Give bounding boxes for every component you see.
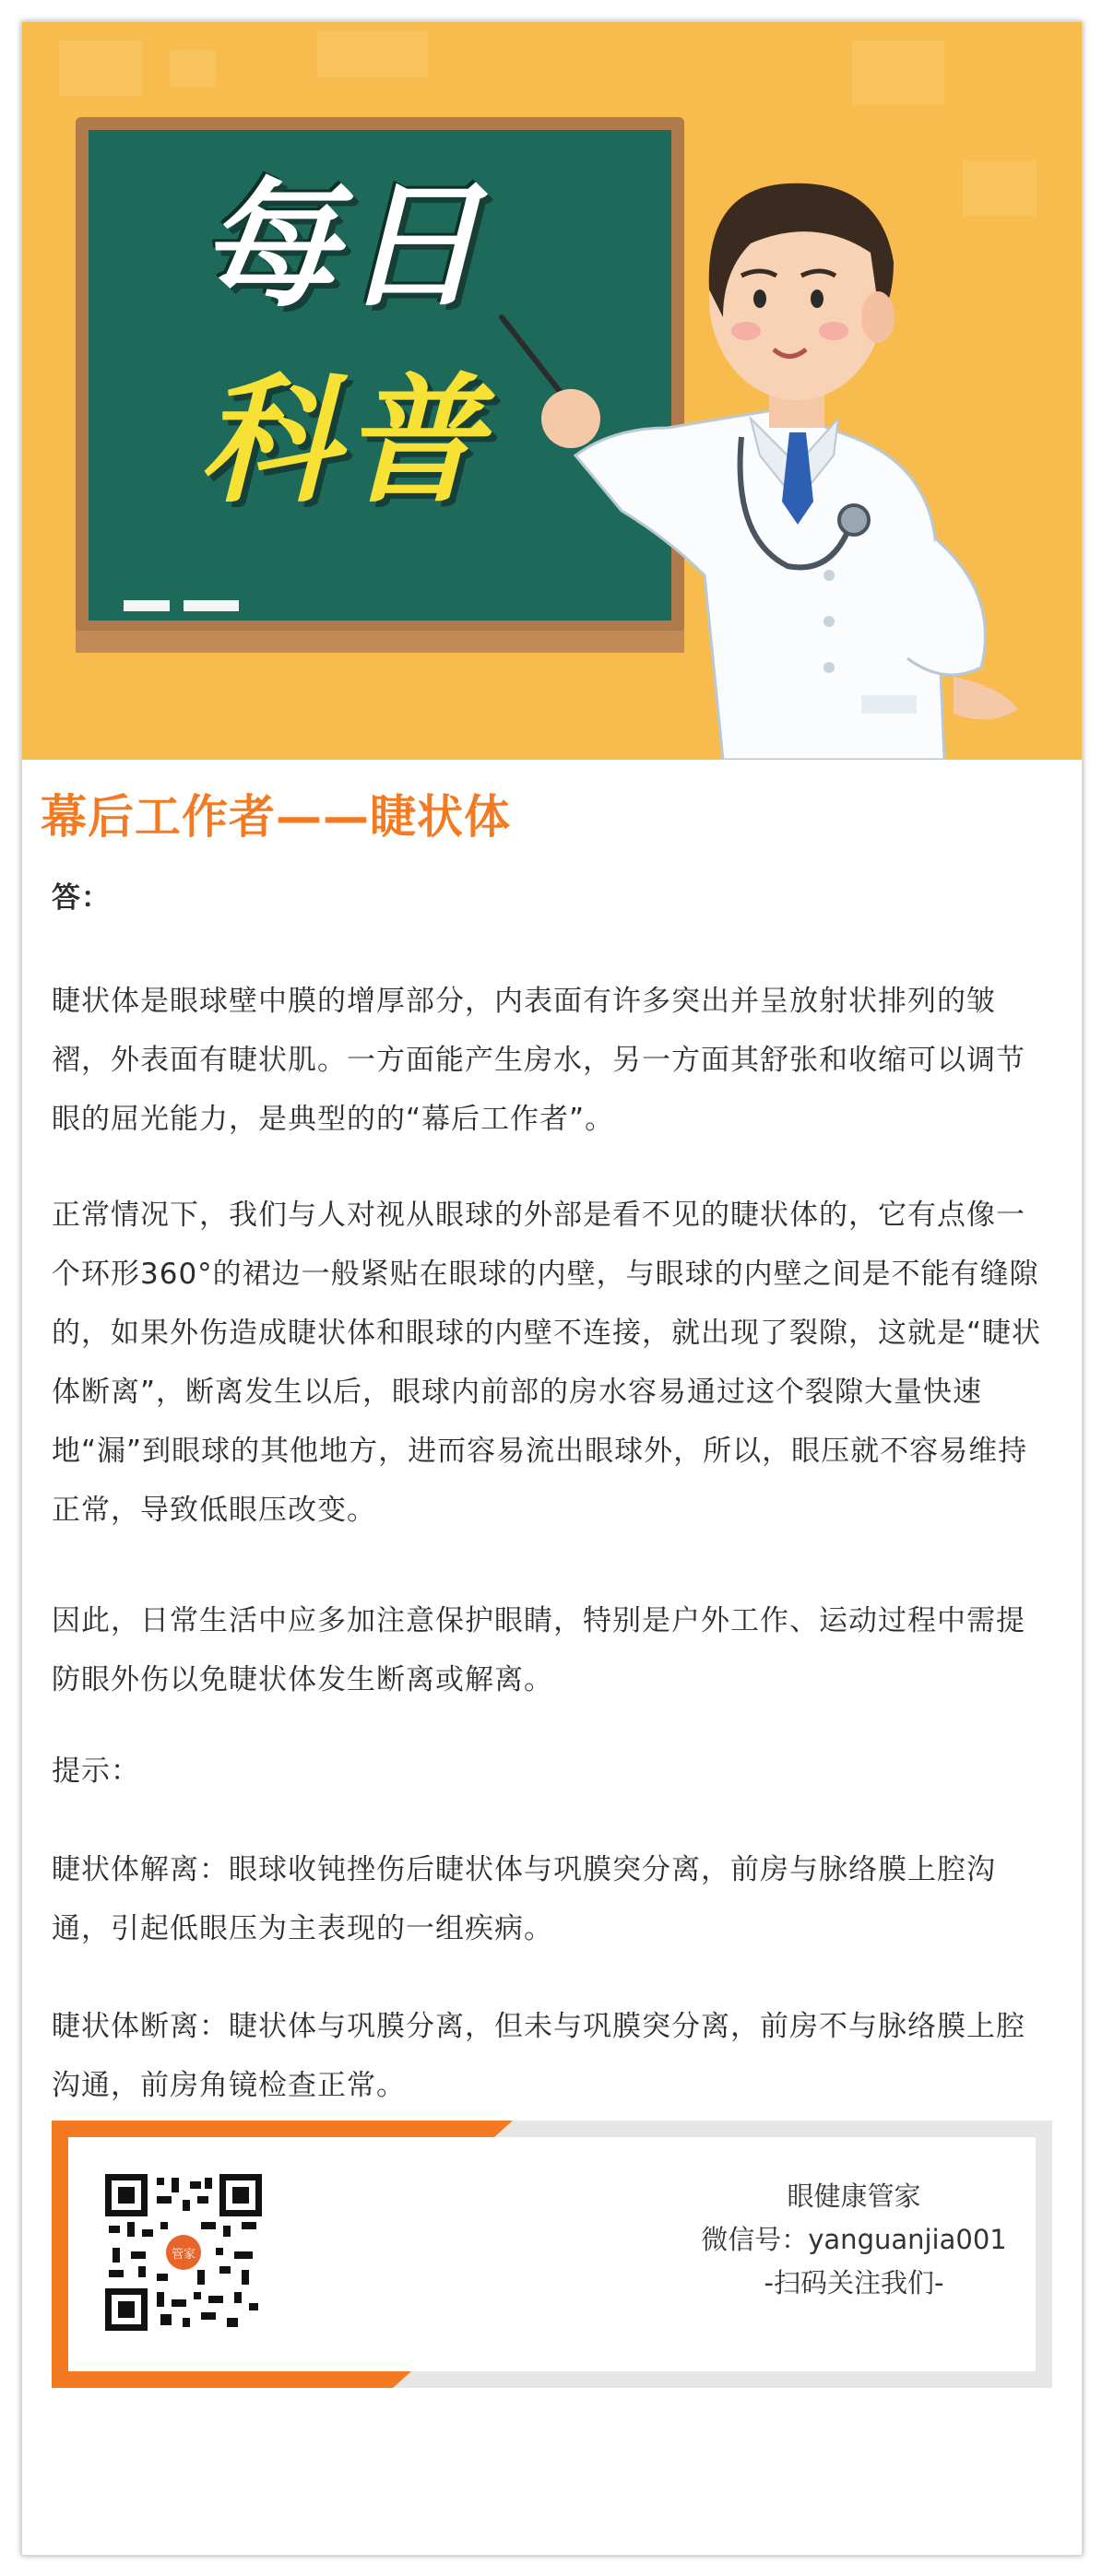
- tip-dissociation: 睫状体解离：眼球收钝挫伤后睫状体与巩膜突分离，前房与脉络膜上腔沟通，引起低眼压为主表现的一组疾病。: [52, 1853, 996, 1945]
- follow-cta: -扫码关注我们-: [764, 2267, 944, 2298]
- paragraph-2: 正常情况下，我们与人对视从眼球的外部是看不见的睫状体的，它有点像一个环形360°的裙边一般紧贴在眼球的内壁，与眼球的内壁之间是不能有缝隙的，如果外伤造成睫状体和眼球的内壁不连接，就出现了裂隙，这就是“睫状体断离”，断离发生以后，眼球内前部的房水容易通过这个裂隙大量快速地“漏”到眼球的其他地方，进而容易流出眼球外，所以，眼压就不容易维持正常，导致低眼压改变。: [52, 1199, 1042, 1527]
- tip-detachment: 睫状体断离：睫状体与巩膜分离，但未与巩膜突分离，前房不与脉络膜上腔沟通，前房角镜检查正常。: [52, 2010, 1025, 2102]
- account-name: 眼健康管家: [787, 2180, 921, 2212]
- article-title: 幕后工作者——睫状体: [41, 790, 511, 844]
- paragraph-1: 睫状体是眼球壁中膜的增厚部分，内表面有许多突出并呈放射状排列的皱褶，外表面有睫状肌。一方面能产生房水，另一方面其舒张和收缩可以调节眼的屈光能力，是典型的的“幕后工作者”。: [52, 985, 1025, 1136]
- qr-logo-text: 管家: [171, 2248, 196, 2262]
- board-text-line2: 科普: [199, 361, 488, 522]
- paragraph-3: 因此，日常生活中应多加注意保护眼睛，特别是户外工作、运动过程中需提防眼外伤以免睫状体发生断离或解离。: [52, 1604, 1025, 1696]
- board-text-line1: 每日: [199, 166, 488, 326]
- wechat-id: 微信号：yanguanjia001: [701, 2224, 1007, 2255]
- article-card: [21, 21, 1083, 2556]
- tips-label: 提示：: [52, 1755, 140, 1788]
- blackboard-teacher-graphic: [22, 22, 1082, 760]
- banner-illustration: [22, 22, 1082, 760]
- follow-us-box: [52, 2121, 1052, 2388]
- answer-label: 答：: [52, 881, 111, 915]
- qr-code[interactable]: [105, 2174, 262, 2331]
